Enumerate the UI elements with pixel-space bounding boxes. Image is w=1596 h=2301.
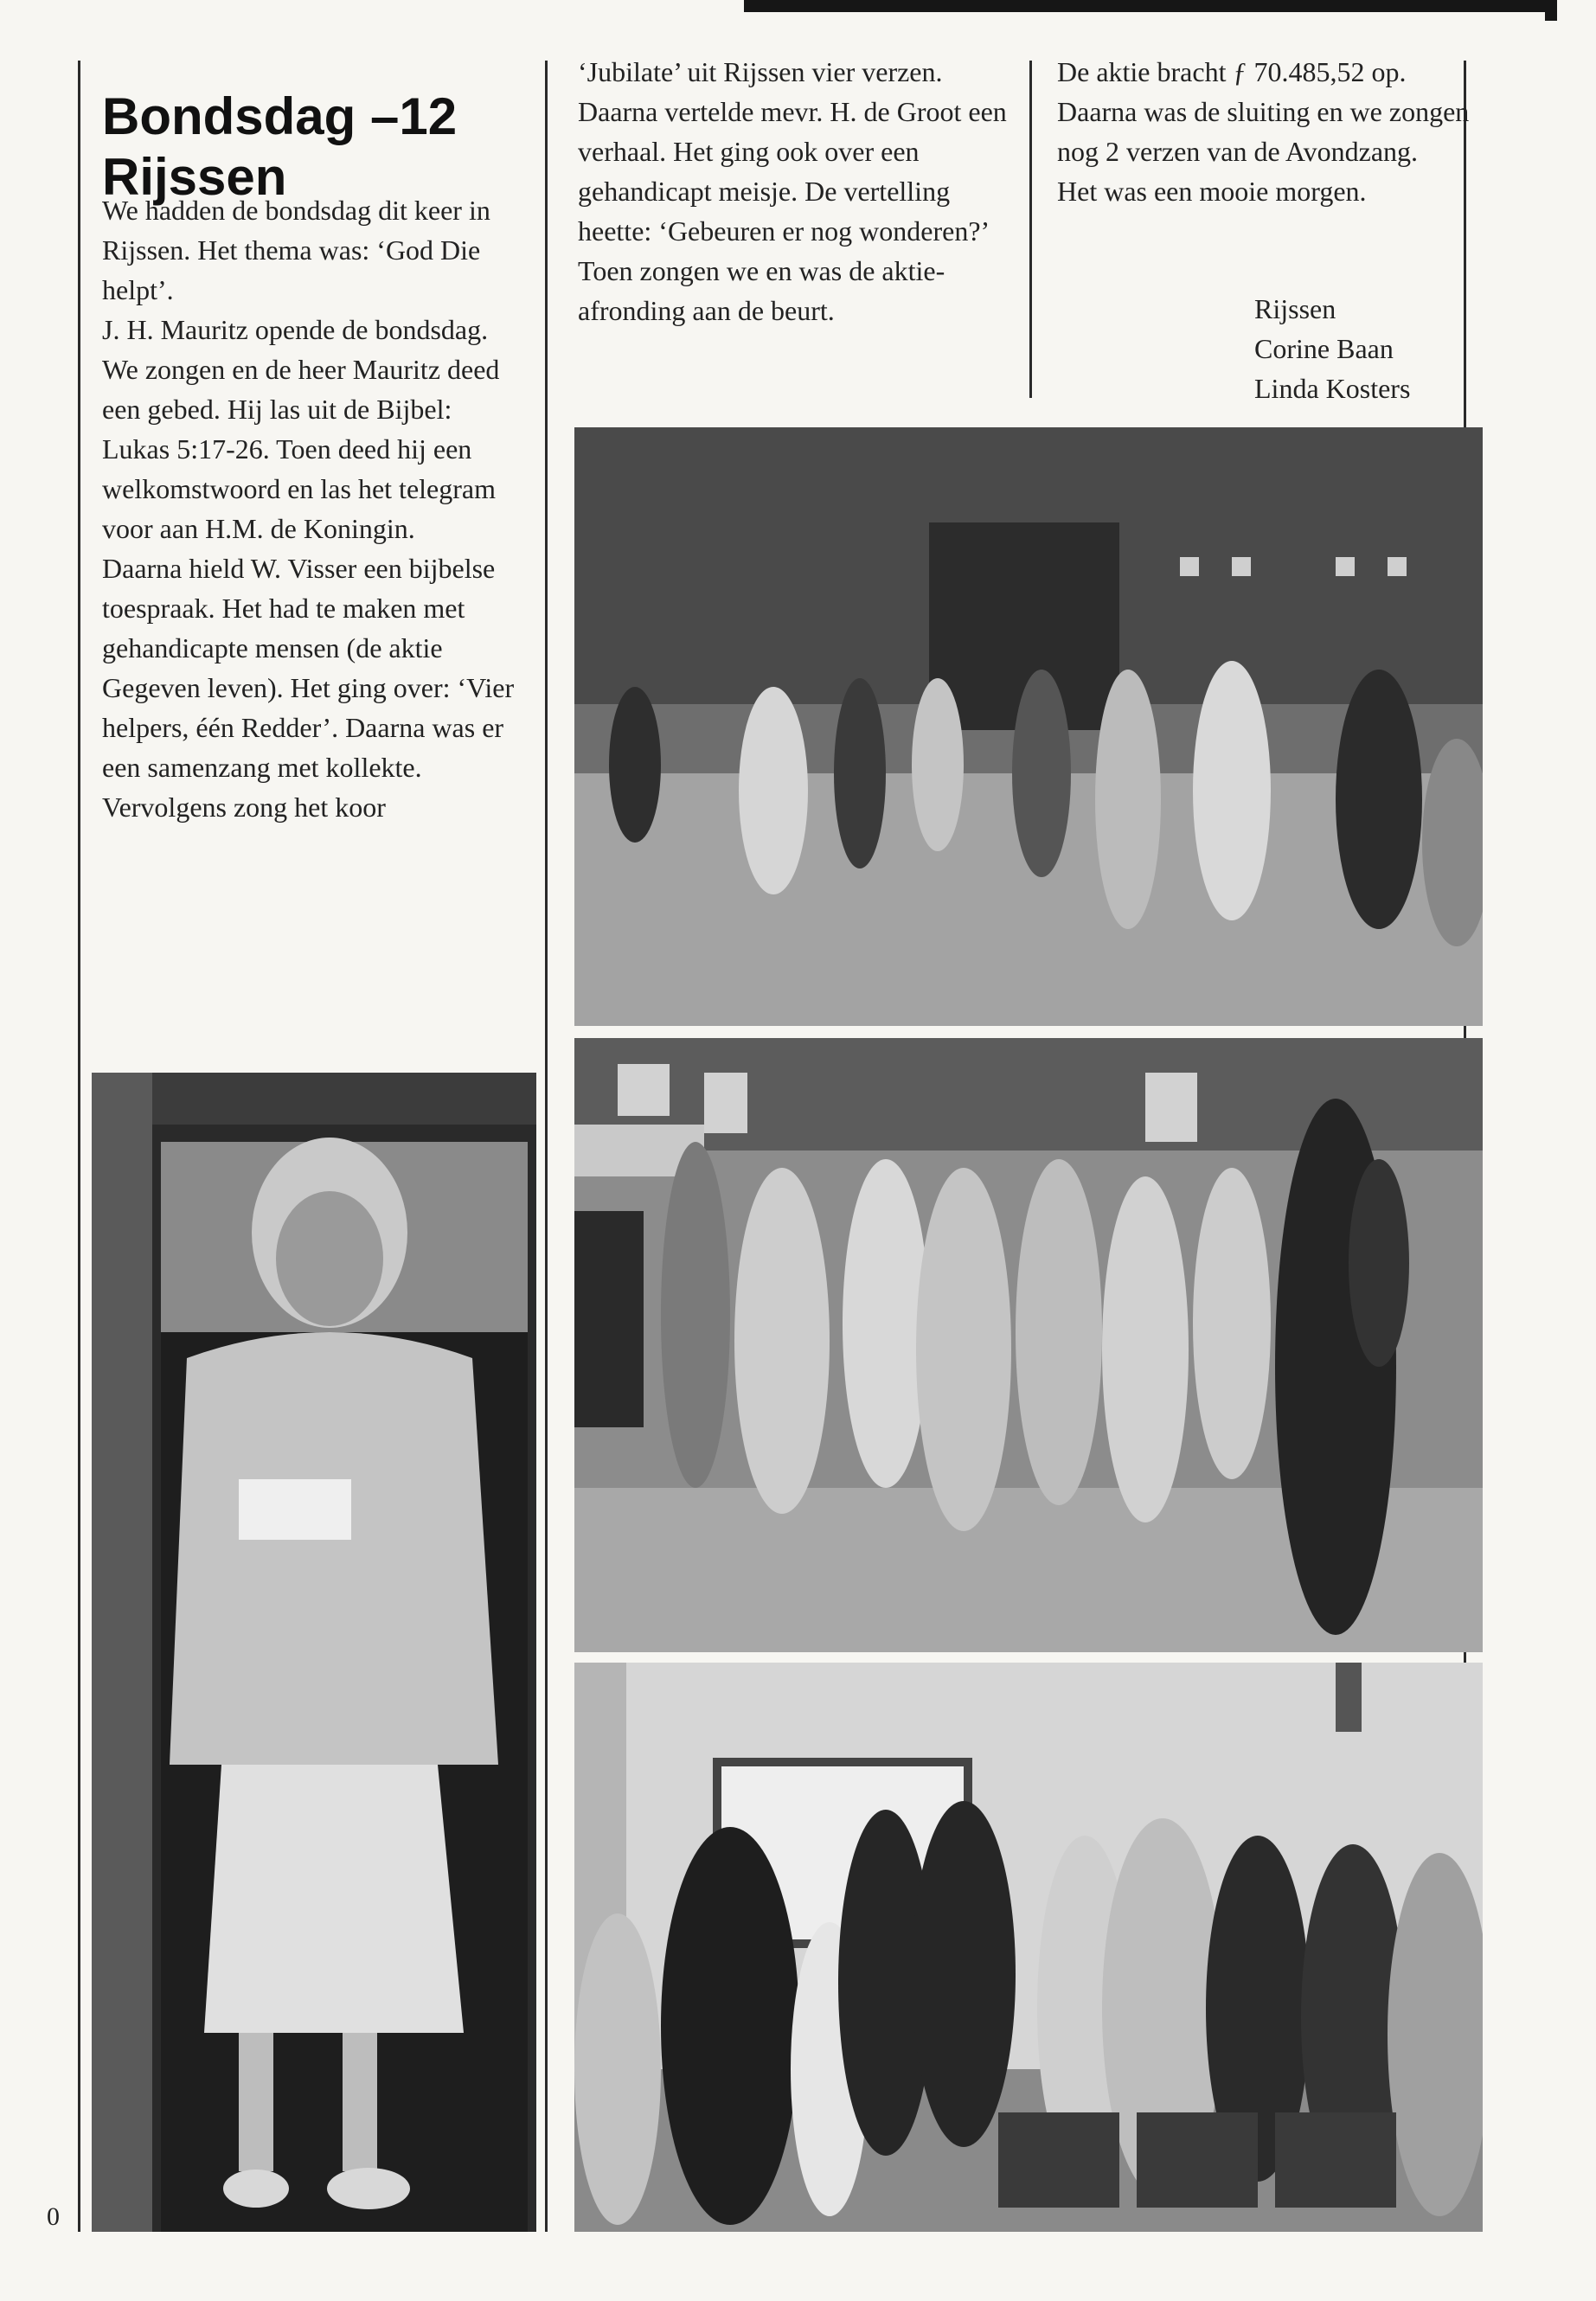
photo-children-walking: [574, 1038, 1483, 1652]
paragraph: ‘Jubilate’ uit Rijssen vier verzen.: [578, 56, 943, 87]
signature: [1254, 289, 1410, 408]
text-column-2: [578, 52, 1010, 330]
paragraph: De aktie bracht ƒ 70.485,52 op. Daarna was de sluiting en we zongen nog 2 verzen van de Avondzang.: [1057, 56, 1470, 167]
top-rule-cap: [1545, 0, 1557, 21]
paragraph: Daarna hield W. Visser een bijbelse toespraak. Het had te maken met gehandicapte mensen (de aktie Gegeven leven). Het ging over: ‘Vier helpers, één Redder’. Daarna was er een samenzang met kollekte.: [102, 553, 515, 783]
signature-author-2: Linda Kosters: [1254, 373, 1411, 404]
top-rule: [744, 0, 1557, 12]
photo-reception-indoors: [574, 1663, 1483, 2232]
column-rule-mid: [545, 61, 548, 2232]
signature-author-1: Corine Baan: [1254, 333, 1394, 364]
paragraph: J. H. Mauritz opende de bondsdag. We zongen en de heer Mauritz deed een gebed. Hij las uit de Bijbel: Lukas 5:17-26. Toen deed hij een welkomstwoord en las het telegram voor aan H.M. de Koningin.: [102, 314, 500, 544]
title-line-1: Bondsdag –12: [102, 87, 458, 146]
signature-place: Rijssen: [1254, 293, 1336, 324]
text-column-1: [102, 190, 526, 827]
text-column-3: [1057, 52, 1490, 211]
page-number: 0: [47, 2202, 60, 2231]
photo-children-outside-church: [574, 427, 1483, 1026]
title-line-2: Rijssen: [102, 148, 287, 207]
paragraph: We hadden de bondsdag dit keer in Rijssen. Het thema was: ‘God Die helpt’.: [102, 195, 490, 305]
paragraph: Het was een mooie morgen.: [1057, 176, 1367, 207]
column-rule-right: [1029, 61, 1032, 398]
paragraph: Daarna vertelde mevr. H. de Groot een verhaal. Het ging ook over een gehandicapt meisje. De vertelling heette: ‘Gebeuren er nog wonderen?’ Toen zongen we en was de aktie-afronding aan de beurt.: [578, 96, 1007, 326]
photo-girl-in-doorway: [92, 1073, 536, 2232]
column-rule-left: [78, 61, 80, 2232]
paragraph: Vervolgens zong het koor: [102, 792, 386, 823]
